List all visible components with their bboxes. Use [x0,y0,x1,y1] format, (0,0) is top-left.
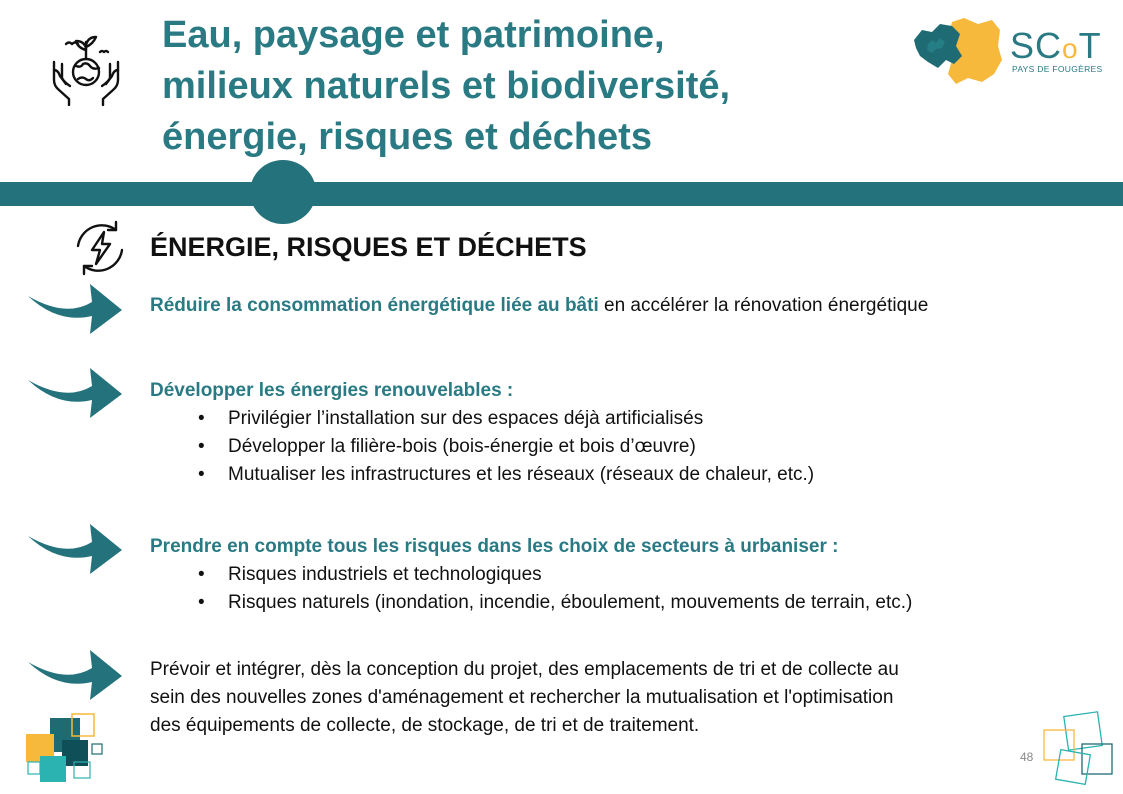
bullet-item: • Privilégier l’installation sur des espaces déjà artificialisés [150,405,814,433]
header-band-circle [250,160,316,224]
arrow-icon [26,366,122,420]
arrow-icon [26,522,122,576]
lightning-refresh-icon [70,218,130,278]
header-band [0,182,1123,206]
bullet-item: • Développer la filière-bois (bois-énergie et bois d’œuvre) [150,433,814,461]
objective-highlight: Développer les énergies renouvelables : [150,380,514,401]
section-title: ÉNERGIE, RISQUES ET DÉCHETS [150,232,587,262]
page-number: 48 [1020,750,1034,764]
page-title [162,10,730,163]
hands-planet-icon [48,32,124,106]
bullet-list [150,561,912,617]
objective-text-line: des équipements de collecte, de stockage, de tri et de traitement. [150,715,700,736]
logo-subtitle: PAYS DE FOUGÈRES [1012,64,1103,74]
objective-text-line: Prévoir et intégrer, dès la conception du projet, des emplacements de tri et de collecte au [150,659,899,680]
territory-map-icon [912,16,1004,86]
objective-risks [150,533,912,617]
title-line-2: milieux naturels et biodiversité, [162,65,731,107]
logo-brand: SCoT [1010,25,1102,66]
bullet-item: • Risques naturels (inondation, incendie, éboulement, mouvements de terrain, etc.) [150,589,912,617]
objective-waste [150,656,899,740]
bullet-item: • Mutualiser les infrastructures et les réseaux (réseaux de chaleur, etc.) [150,461,814,489]
objective-highlight: Prendre en compte tous les risques dans les choix de secteurs à urbaniser : [150,536,839,557]
bullet-list [150,405,814,489]
objective-highlight: Réduire la consommation énergétique liée au bâti [150,295,599,316]
arrow-icon [26,282,122,336]
objective-energy-buildings [150,292,928,320]
objective-text-line: sein des nouvelles zones d'aménagement et rechercher la mutualisation et l'optimisation [150,687,894,708]
title-line-3: énergie, risques et déchets [162,116,652,158]
title-line-1: Eau, paysage et patrimoine, [162,14,665,56]
arrow-icon [26,648,122,702]
decorative-squares [22,712,106,786]
bullet-item: • Risques industriels et technologiques [150,561,912,589]
scot-logo [912,16,1112,88]
objective-renewables [150,377,814,489]
objective-text: en accélérer la rénovation énergétique [598,295,929,316]
decorative-squares [1040,708,1116,788]
